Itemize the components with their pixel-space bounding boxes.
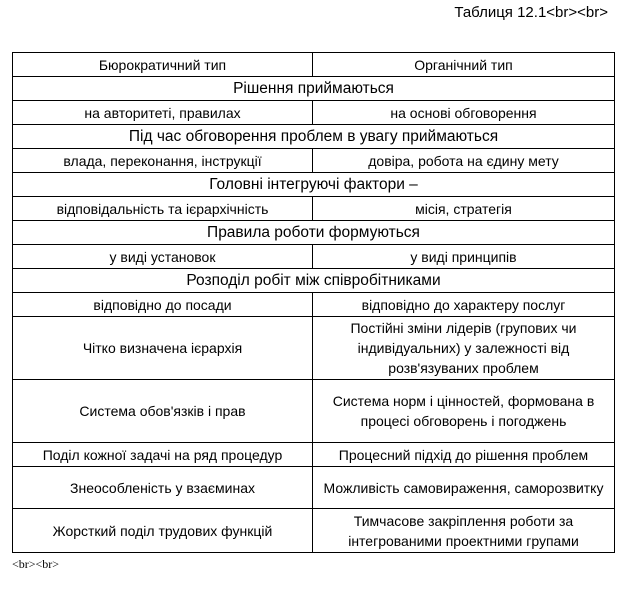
organic-cell: місія, стратегія bbox=[313, 197, 615, 221]
bureaucratic-cell: Жорсткий поділ трудових функцій bbox=[13, 509, 313, 553]
bureaucratic-cell: Поділ кожної задачі на ряд процедур bbox=[13, 443, 313, 467]
table-row bbox=[13, 443, 615, 467]
table-row bbox=[13, 317, 615, 380]
bureaucratic-cell: на авторитеті, правилах bbox=[13, 101, 313, 125]
section-row bbox=[13, 173, 615, 197]
header-organic-type: Органічний тип bbox=[313, 53, 615, 77]
section-title: Правила роботи формуються bbox=[13, 221, 615, 245]
table-row bbox=[13, 197, 615, 221]
bureaucratic-cell: Знеособленість у взаєминах bbox=[13, 467, 313, 509]
organic-cell: у виді принципів bbox=[313, 245, 615, 269]
table-row bbox=[13, 293, 615, 317]
organic-cell: Система норм і цінностей, формована в процесі обговорень і погоджень bbox=[313, 380, 615, 443]
section-title: Головні інтегруючі фактори – bbox=[13, 173, 615, 197]
section-row bbox=[13, 269, 615, 293]
table-header-row bbox=[13, 53, 615, 77]
bureaucratic-cell: відповідно до посади bbox=[13, 293, 313, 317]
organic-cell: Процесний підхід до рішення проблем bbox=[313, 443, 615, 467]
table-caption: Таблиця 12.1<br><br> bbox=[454, 4, 608, 21]
header-bureaucratic-type: Бюрократичний тип bbox=[13, 53, 313, 77]
section-row bbox=[13, 221, 615, 245]
table-row bbox=[13, 149, 615, 173]
organic-cell: відповідно до характеру послуг bbox=[313, 293, 615, 317]
footer-text: <br><br> bbox=[12, 557, 60, 571]
bureaucratic-cell: у виді установок bbox=[13, 245, 313, 269]
bureaucratic-cell: відповідальність та ієрархічність bbox=[13, 197, 313, 221]
table-row bbox=[13, 245, 615, 269]
organic-cell: Тимчасове закріплення роботи за інтегрованими проектними групами bbox=[313, 509, 615, 553]
bureaucratic-cell: влада, переконання, інструкції bbox=[13, 149, 313, 173]
section-title: Розподіл робіт між співробітниками bbox=[13, 269, 615, 293]
table-row bbox=[13, 509, 615, 553]
organic-cell: Можливість самовираження, саморозвитку bbox=[313, 467, 615, 509]
section-row bbox=[13, 125, 615, 149]
comparison-table bbox=[12, 52, 615, 553]
table-row bbox=[13, 101, 615, 125]
table-row bbox=[13, 467, 615, 509]
organic-cell: Постійні зміни лідерів (групових чи індивідуальних) у залежності від розв'язуваних проблем bbox=[313, 317, 615, 380]
bureaucratic-cell: Чітко визначена ієрархія bbox=[13, 317, 313, 380]
organic-cell: на основі обговорення bbox=[313, 101, 615, 125]
section-title: Під час обговорення проблем в увагу приймаються bbox=[13, 125, 615, 149]
bureaucratic-cell: Система обов'язків і прав bbox=[13, 380, 313, 443]
table-row bbox=[13, 380, 615, 443]
section-row bbox=[13, 77, 615, 101]
section-title: Рішення приймаються bbox=[13, 77, 615, 101]
organic-cell: довіра, робота на єдину мету bbox=[313, 149, 615, 173]
